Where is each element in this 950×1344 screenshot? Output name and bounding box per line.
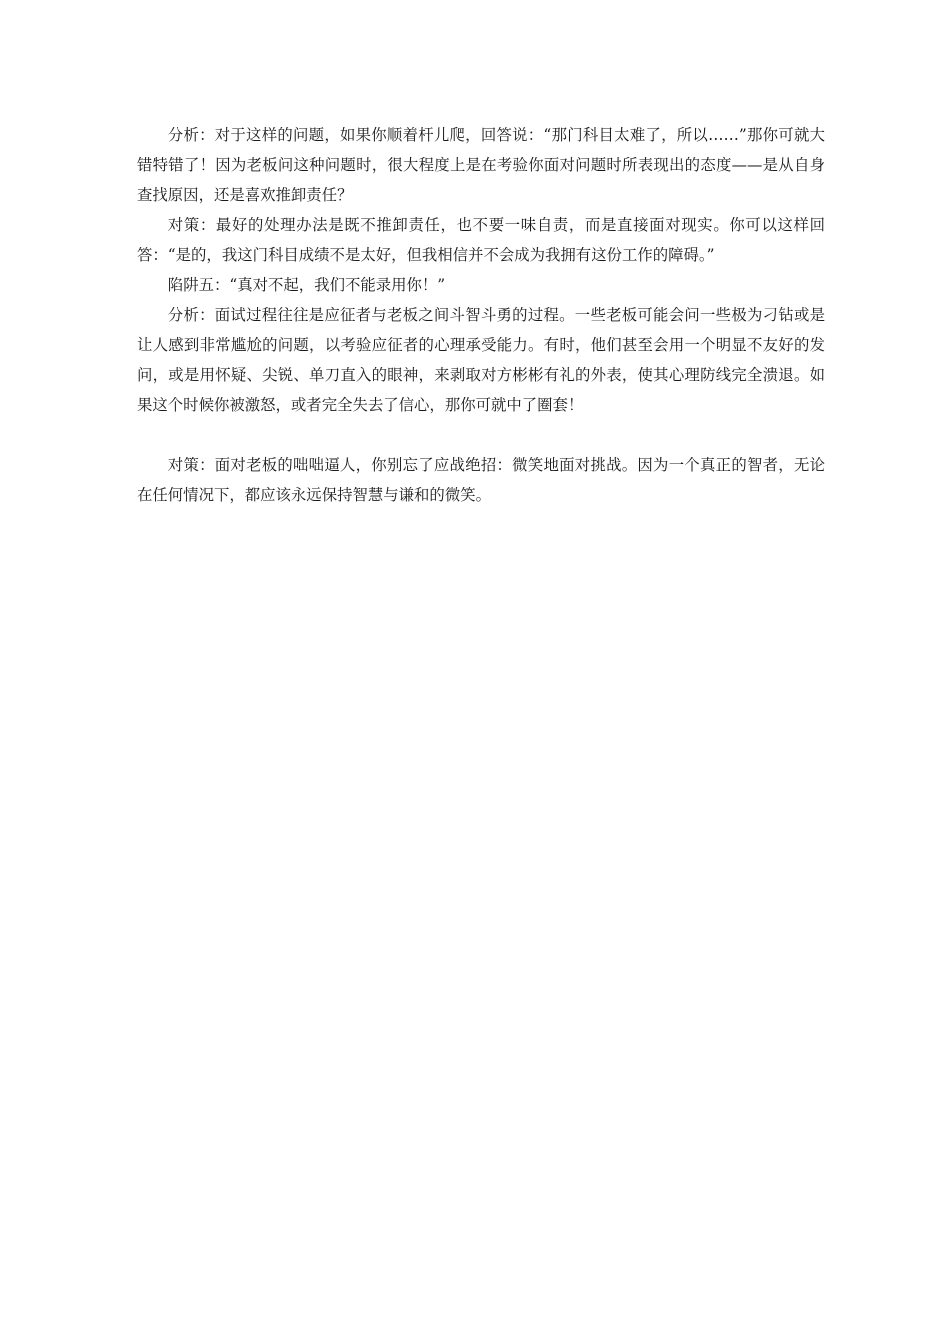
paragraph-gap [137, 420, 825, 450]
paragraph-analysis-four: 分析：对于这样的问题，如果你顺着杆儿爬，回答说：“那门科目太难了，所以……”那你可就大错特错了！因为老板问这种问题时，很大程度上是在考验你面对问题时所表现出的态度——是从自身查找原因，还是喜欢推卸责任？ [137, 126, 825, 204]
paragraph-analysis-five: 分析：面试过程往往是应征者与老板之间斗智斗勇的过程。一些老板可能会问一些极为刁钻或是让人感到非常尴尬的问题，以考验应征者的心理承受能力。有时，他们甚至会用一个明显不友好的发问，或是用怀疑、尖锐、单刀直入的眼神，来剥取对方彬彬有礼的外表，使其心理防线完全溃退。如果这个时候你被激怒，或者完全失去了信心，那你可就中了圈套！ [137, 306, 825, 414]
document-body [137, 120, 825, 510]
paragraph-trap-five-heading: 陷阱五：“真对不起，我们不能录用你！” [167, 276, 446, 294]
paragraph-strategy-four: 对策：最好的处理办法是既不推卸责任，也不要一味自责，而是直接面对现实。你可以这样回答：“是的，我这门科目成绩不是太好，但我相信并不会成为我拥有这份工作的障碍。” [137, 216, 825, 264]
paragraph-strategy-five: 对策：面对老板的咄咄逼人，你别忘了应战绝招：微笑地面对挑战。因为一个真正的智者，无论在任何情况下，都应该永远保持智慧与谦和的微笑。 [137, 456, 825, 504]
